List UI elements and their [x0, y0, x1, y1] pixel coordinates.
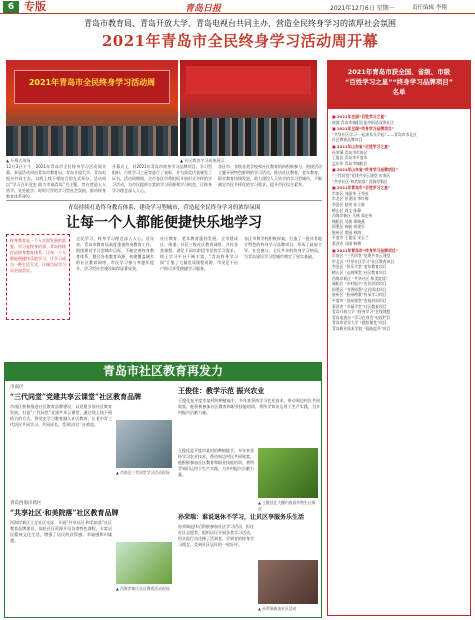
sidebar-entry: 西海岸新区 马林 高宏伟	[332, 213, 373, 219]
sidebar-entry: 崂山区 “山海课堂”社区教育项目	[332, 270, 387, 276]
stage-banner-text: 2021年青岛市全民终身学习活动周	[28, 78, 156, 87]
sidebar-title-line3: 名单	[392, 88, 406, 96]
lead-column-2: 开幕式上，对2021年青岛市终身学习品牌项目、学习型组织、百姓学习之星等进行了表彰，并为获奖代表颁发了证书。活动周期间，全市各区市将组织开展形式多样的学习活动，为市民提供丰富的学习资源和学习机会，让终身学习理念深入人心。	[112, 164, 212, 193]
paper-name: 青岛日报	[185, 4, 222, 14]
sidebar-entry: 莱西市 “幸福学堂”社区教育项目	[332, 303, 387, 309]
sidebar-entry: 莱西市 冯刚 韩梅	[332, 241, 361, 247]
sidebar-entry: 平度市 “田间课堂”农技培训项目	[332, 298, 387, 303]
sidebar-entry: 城阳区 吴敏 郑晓燕	[332, 218, 365, 224]
story2-kicker: 青岛西海岸新区	[10, 501, 42, 506]
lead-column-3: 各区市、各级各类学校和社区教育机构积极参与，围绕活动主题开展特色鲜明的学习活动，推动社区教育、老年教育、职业教育协调发展，助力建设人人皆学的学习型城市，不断满足市民多样化的学习需求，提升市民综合素养。	[218, 164, 322, 187]
middle-column-2: 社区教育、老年教育蓬勃发展。全市建成区、街道、社区三级社区教育网络，开设各类课程，满足不同年龄段市民的学习需求。线上学习平台不断丰富，“青岛终身学习网”汇集了大量优质课程资源，市民足不出户即可享受便捷学习服务。	[160, 236, 238, 271]
sidebar-entry: 崔波 青岛市城阳区流亭街道双埠社区	[332, 119, 394, 125]
sidebar-entry: 李沧区 “快乐学堂”老年教育项目	[332, 264, 387, 270]
honor-list-sidebar	[327, 60, 471, 616]
sidebar-category: ■ 2021年山东省“百姓学习之星”	[332, 143, 391, 149]
sidebar-entry: 西海岸新区 “共享社区·和美院落”	[332, 275, 388, 281]
story1-photo	[116, 420, 172, 468]
story4-photo	[258, 560, 318, 604]
sidebar-entry: 胶州区 徐丽 林海	[332, 229, 361, 235]
sidebar-category: ■ 2021年青岛市“百姓学习之星”	[332, 185, 391, 191]
editor-credit: 责任编辑 李翔	[412, 5, 447, 11]
sidebar-entry: 平度市 王俊佳 宋玉兰	[332, 235, 369, 241]
lead-kicker: 青岛市教育局、青岛开放大学、青岛电视台共同主办，营造全民终身学习的浓厚社会氛围	[84, 19, 396, 28]
lead-column-1: 12月3日下午，2021年青岛市全民终身学习活动周开幕，本届活动周由青岛市教育局、青岛开放大学、青岛电视台共同主办，以线上线下相结合的方式举办。活动周以“学习百年党史 助力幸福青岛”为主题，旨在营造人人皆学、处处能学、时时可学的学习型社会氛围，推动终身教育体系建设。	[6, 164, 106, 198]
middle-kicker: 青岛持续打造终身教育体系，建设学习型城市，营造起全民终身学习的浓厚氛围	[67, 205, 261, 211]
section-divider	[6, 200, 322, 201]
story4-headline: 孙荣瑞：谁说退休不学习，让贝区享服务乐生活	[178, 514, 305, 521]
pull-quote: 终身教育是一个人全面发展的需要，学习是终身的事。青岛持续打造终身教育体系，让每一个人都能便捷快乐地学习，让学习成为一种生活方式，让城市因学习而更加美好。	[6, 234, 70, 320]
story3-photo	[258, 448, 318, 498]
awardees-group	[180, 118, 317, 156]
sidebar-entry: 李沧区 赵明 孙立新	[332, 201, 365, 207]
award-ceremony-photo	[180, 60, 317, 156]
lead-headline: 2021年青岛市全民终身学习活动周开幕	[101, 32, 379, 50]
sidebar-entry: 即墨区 “书香即墨”全民阅读项目	[332, 286, 387, 292]
story1-body: 市南区积极推进社区教育品牌建设，以党建引领社区教育发展，打造“三代同堂”党建共享云课堂，通过线上线下相结合的方式，将党史学习教育融入社区教育，让老中青三代居民共同学习、共同成长，受到居民广泛欢迎。	[10, 404, 112, 427]
sidebar-entry: 青岛开放大学 “终身学习”在线课程	[332, 309, 391, 315]
middle-column-3: 各区市和学校积极探索，打造了一批具有地方特色的终身学习品牌项目，形成了政府主导、社会参与、全民共享的终身学习格局，为青岛建设学习型城市奠定了坚实基础。	[244, 236, 322, 259]
sidebar-category: ■ 2021年山东省“终身学习品牌项目”	[332, 167, 399, 173]
sidebar-entry: 青岛市老年大学 “银龄课堂”项目	[332, 320, 387, 326]
sidebar-entry: 城阳区 “乡村振兴”农民培训项目	[332, 281, 387, 287]
photo-caption-main: ▲ 开幕式现场	[6, 158, 31, 163]
sidebar-entry: 孙荣瑞 青岛市市南区	[332, 149, 368, 155]
sidebar-entry: 孟庆华 青岛市城阳区	[332, 160, 368, 166]
community-section-banner: 青岛市社区教育再发力	[4, 362, 322, 380]
sidebar-entry: “共享社区·和美院落” 西海岸新区	[332, 178, 388, 184]
sidebar-category: ■ 2021年全国“终身学习品牌项目”	[332, 126, 395, 132]
story2-photo	[116, 542, 172, 584]
sidebar-entry: 青岛职业技术学院 “技能提升”项目	[332, 325, 391, 331]
sidebar-entry: 王俊佳 青岛市平度市	[332, 155, 368, 161]
stage-banner	[14, 70, 170, 104]
attendees-group	[6, 126, 178, 156]
page-number: 6	[3, 1, 19, 13]
sidebar-entry: 崂山区 周文 陈静	[332, 207, 361, 213]
story3-caption: ▲ 王俊佳在大棚内查看作物生长情况	[258, 500, 316, 511]
story2-caption: ▲ 西海岸新区社区教育活动现场	[116, 586, 170, 591]
story2-body: 西海岸新区立足社区实际，开展“共享社区·和美院落”社区教育品牌建设，依托社区资源开设各类特色课程，丰富居民精神文化生活，增强了居民的获得感、幸福感和归属感。	[10, 520, 112, 543]
sidebar-entry: 市北区 张建国 李红梅	[332, 196, 369, 202]
story1-kicker: 市南区	[10, 385, 24, 390]
stage-backdrop	[186, 66, 311, 94]
sidebar-title-line1: 2021年青岛市获全国、省级、市级	[347, 68, 451, 76]
sidebar-entry: 市北区 “共享社区学习”社区教育项目	[332, 258, 395, 264]
issue-date: 2021年12月6日 星期一	[330, 5, 395, 12]
middle-column-1: 全民学习，终身学习理念深入人心。近年来，青岛市教育局高度重视终身教育工作，围绕建设学习型城市目标，不断完善终身教育体系，整合各类教育资源，构建覆盖城乡的社区教育网络，市民学习参与率逐年提升，学习型社会建设取得显著成效。	[76, 236, 154, 271]
sidebar-list	[332, 113, 468, 332]
story3-headline: 王俊佳：教学示范 振兴农业	[178, 386, 265, 395]
opening-ceremony-photo	[6, 60, 178, 156]
story3-body: 王俊佳是平度市某村的种植能手，多年来坚持学习农业技术，带动周边村民共同致富，他积极参加社区教育和职业技能培训，将所学知识运用于生产实践，为乡村振兴贡献力量。	[178, 398, 320, 415]
story3-body-cont: 王俊佳是平度市某村的种植能手，多年来坚持学习农业技术，带动周边村民共同致富，他积极参加社区教育和职业技能培训，将所学知识运用于生产实践，为乡村振兴贡献力量。	[178, 448, 254, 477]
masthead	[0, 0, 475, 14]
sidebar-entry: 市南区 “三代同堂”党建共享云课堂	[332, 253, 391, 259]
sidebar-entry: 社区教育品牌项目	[332, 137, 363, 143]
sidebar-entry: 即墨区 杨帆 胡建军	[332, 224, 365, 230]
sidebar-header	[328, 61, 470, 109]
sidebar-category: ■ 2021年青岛市“终身学习品牌项目”	[332, 247, 399, 253]
story1-headline: “三代同堂”党建共享云课堂”社区教育品牌	[10, 392, 142, 401]
story4-caption: ▲ 孙荣瑞参加社区活动	[258, 606, 297, 611]
section-name: 专版	[24, 0, 46, 13]
sidebar-entry: “共享社区学习 一起来从头学起”——青岛市市北区	[332, 131, 417, 137]
sidebar-entry: “三代同堂”党建共享云课堂 市南区	[332, 172, 391, 178]
story1-caption: ▲ 市南区三代同堂学习活动现场	[116, 470, 170, 475]
story4-body: 孙荣瑞退休后积极参加社区学习活动，担任社区志愿者，组织居民开展各类学习活动，用实际行动诠释了活到老、学到老的终身学习理念，受到社区居民的一致好评。	[178, 524, 254, 547]
sidebar-entry: 胶州区 “胶州秧歌”传承学习项目	[332, 292, 387, 298]
sidebar-entry: 青岛电视台 “学习在身边”电视栏目	[332, 314, 391, 320]
sidebar-entry: 市南区 刘丽华 王秀英	[332, 190, 369, 196]
story2-headline: “共享社区·和美院落”社区教育品牌	[10, 508, 119, 517]
sidebar-title-line2: “百姓学习之星”“终身学习品牌项目”	[344, 78, 454, 86]
photo-caption-side: ▲ 社区教育学习成果展示	[180, 158, 225, 163]
sidebar-category: ■ 2021年全国“百姓学习之星”	[332, 114, 387, 119]
middle-headline: 让每一个人都能便捷快乐地学习	[66, 215, 262, 231]
